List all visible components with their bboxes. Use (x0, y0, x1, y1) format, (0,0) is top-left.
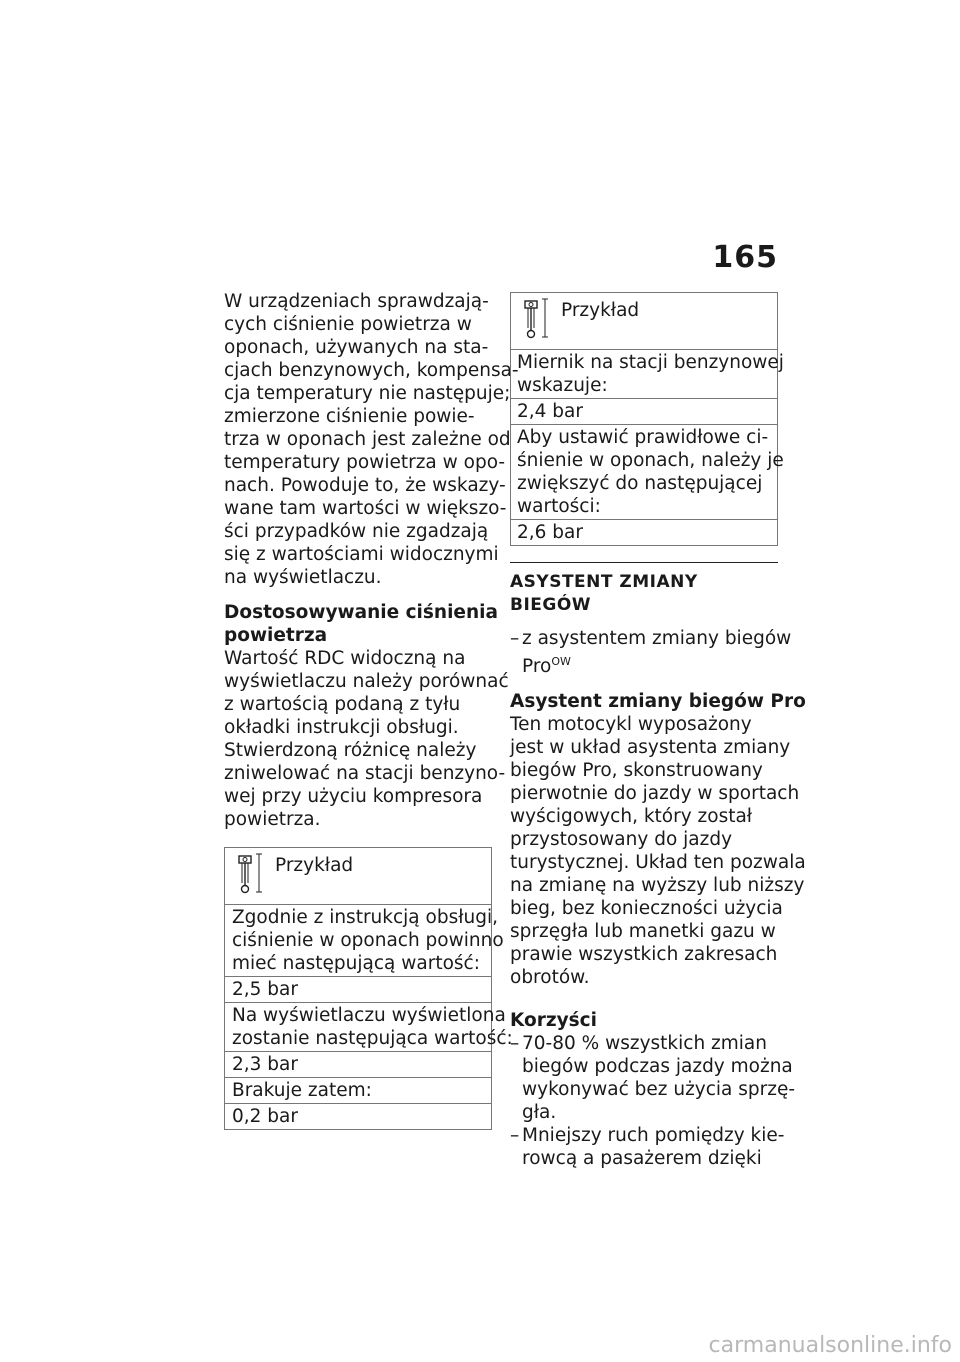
text-line: nach. Powoduje to, że wskazy- (224, 475, 506, 496)
example-box (224, 847, 513, 1130)
adjust-heading: Dostosowywanie ciśnienia (224, 602, 498, 623)
left-column (224, 290, 519, 1130)
example-header (511, 293, 777, 350)
text-line: pierwotnie do jazdy w sportach (510, 783, 800, 805)
text-line: Ten motocykl wyposażony (510, 714, 752, 736)
text-line: sprzęgła lub manetki gazu w (510, 921, 776, 943)
row-value: 2,3 bar (232, 1054, 298, 1075)
row-value: 2,4 bar (517, 401, 583, 422)
benefits-heading: Korzyści (510, 1010, 597, 1032)
text-line: cja temperatury nie następuje; (224, 383, 511, 404)
adjust-heading: powietrza (224, 625, 328, 646)
option-text-line (522, 650, 778, 678)
text-line: wane tam wartości w większo- (224, 498, 507, 519)
row-text: zostanie następująca wartość: (232, 1028, 513, 1049)
row-text: ciśnienie w oponach powinno (232, 930, 504, 951)
row-text: Miernik na stacji benzynowej (517, 352, 784, 373)
option-item (510, 627, 792, 678)
benefit-item (510, 1124, 785, 1170)
example-row (225, 1078, 491, 1104)
example-row (511, 425, 784, 520)
text-line: wyświetlaczu należy porównać (224, 671, 509, 692)
text-line: wyścigowych, który został (510, 806, 753, 828)
text-line: 70-80 % wszystkich zmian (522, 1033, 767, 1055)
row-value: 2,5 bar (232, 979, 298, 1000)
example-row (225, 1052, 491, 1078)
row-text: śnienie w oponach, należy je (517, 450, 784, 471)
text-line: rowcą a pasażerem dzięki (522, 1148, 762, 1170)
row-text: wskazuje: (517, 375, 608, 396)
text-line: prawie wszystkich zakresach (510, 944, 778, 966)
intro-paragraph (224, 290, 519, 589)
text-line: zmierzone ciśnienie powie- (224, 406, 475, 427)
text-line: cych ciśnienie powietrza w (224, 314, 472, 335)
text-line: wykonywać bez użycia sprzę- (522, 1079, 796, 1101)
tire-gauge-icon (237, 852, 267, 896)
text-line: Mniejszy ruch pomiędzy kie- (522, 1125, 785, 1147)
dash-bullet: – (510, 628, 520, 649)
pro-heading: Asystent zmiany biegów Pro (510, 691, 806, 713)
right-column (510, 292, 806, 1170)
text-line: W urządzeniach sprawdzają- (224, 291, 489, 312)
example-row (225, 1104, 491, 1129)
text-line: okładki instrukcji obsługi. (224, 717, 459, 738)
option-superscript: OW (551, 655, 571, 668)
text-line: się z wartościami widocznymi (224, 544, 499, 565)
text-line: zniwelować na stacji benzyno- (224, 763, 506, 784)
text-line: cjach benzynowych, kompensa- (224, 360, 519, 381)
dash-bullet: – (510, 1033, 520, 1055)
text-line: gła. (522, 1102, 557, 1124)
dash-bullet: – (510, 1125, 520, 1147)
example-title: Przykład (275, 855, 354, 876)
row-text: mieć następującą wartość: (232, 953, 480, 974)
example-box (510, 292, 784, 546)
benefit-item (510, 1032, 796, 1124)
example-header (225, 848, 491, 905)
row-text: zwiększyć do następującej (517, 473, 763, 494)
row-text: Aby ustawić prawidłowe ci- (517, 427, 769, 448)
page-number: 165 (712, 240, 778, 275)
text-line: obrotów. (510, 967, 590, 989)
example-row (225, 977, 491, 1003)
row-text: Na wyświetlaczu wyświetlona (232, 1005, 506, 1026)
example-row (511, 399, 777, 425)
example-row (225, 1003, 513, 1052)
text-line: wej przy użyciu kompresora (224, 786, 483, 807)
example-row (225, 905, 504, 977)
text-line: bieg, bez konieczności użycia (510, 898, 783, 920)
text-line: oponach, używanych na sta- (224, 337, 489, 358)
adjust-section (224, 601, 509, 831)
text-line: przystosowany do jazdy (510, 829, 733, 851)
text-line: biegów podczas jazdy można (522, 1056, 793, 1078)
text-line: biegów Pro, skonstruowany (510, 760, 763, 782)
example-title: Przykład (561, 300, 640, 321)
text-line: na wyświetlaczu. (224, 567, 382, 588)
text-line: Wartość RDC widoczną na (224, 648, 466, 669)
row-value: 2,6 bar (517, 522, 583, 543)
option-text: z asystentem zmiany biegów (522, 628, 792, 649)
section-title: ASYSTENT ZMIANY BIEGÓW (510, 562, 778, 617)
option-text: Pro (522, 656, 552, 678)
text-line: turystycznej. Układ ten pozwala (510, 852, 806, 874)
text-line: Stwierdzoną różnicę należy (224, 740, 477, 761)
text-line: powietrza. (224, 809, 321, 830)
row-text: wartości: (517, 496, 601, 517)
tire-gauge-icon (523, 297, 553, 341)
text-line: trza w oponach jest zależne od (224, 429, 511, 450)
text-line: z wartością podaną z tyłu (224, 694, 461, 715)
example-row (511, 520, 777, 545)
text-line: jest w układ asystenta zmiany (510, 737, 791, 759)
watermark: carmanualsonline.info (708, 1333, 952, 1358)
example-row (511, 350, 784, 399)
row-value: 0,2 bar (232, 1106, 298, 1127)
row-text: Brakuje zatem: (232, 1080, 372, 1101)
text-line: na zmianę na wyższy lub niższy (510, 875, 805, 897)
text-line: temperatury powietrza w opo- (224, 452, 506, 473)
pro-section (510, 690, 806, 989)
row-text: Zgodnie z instrukcją obsługi, (232, 907, 498, 928)
text-line: ści przypadków nie zgadzają (224, 521, 489, 542)
benefits-section (510, 1009, 796, 1170)
